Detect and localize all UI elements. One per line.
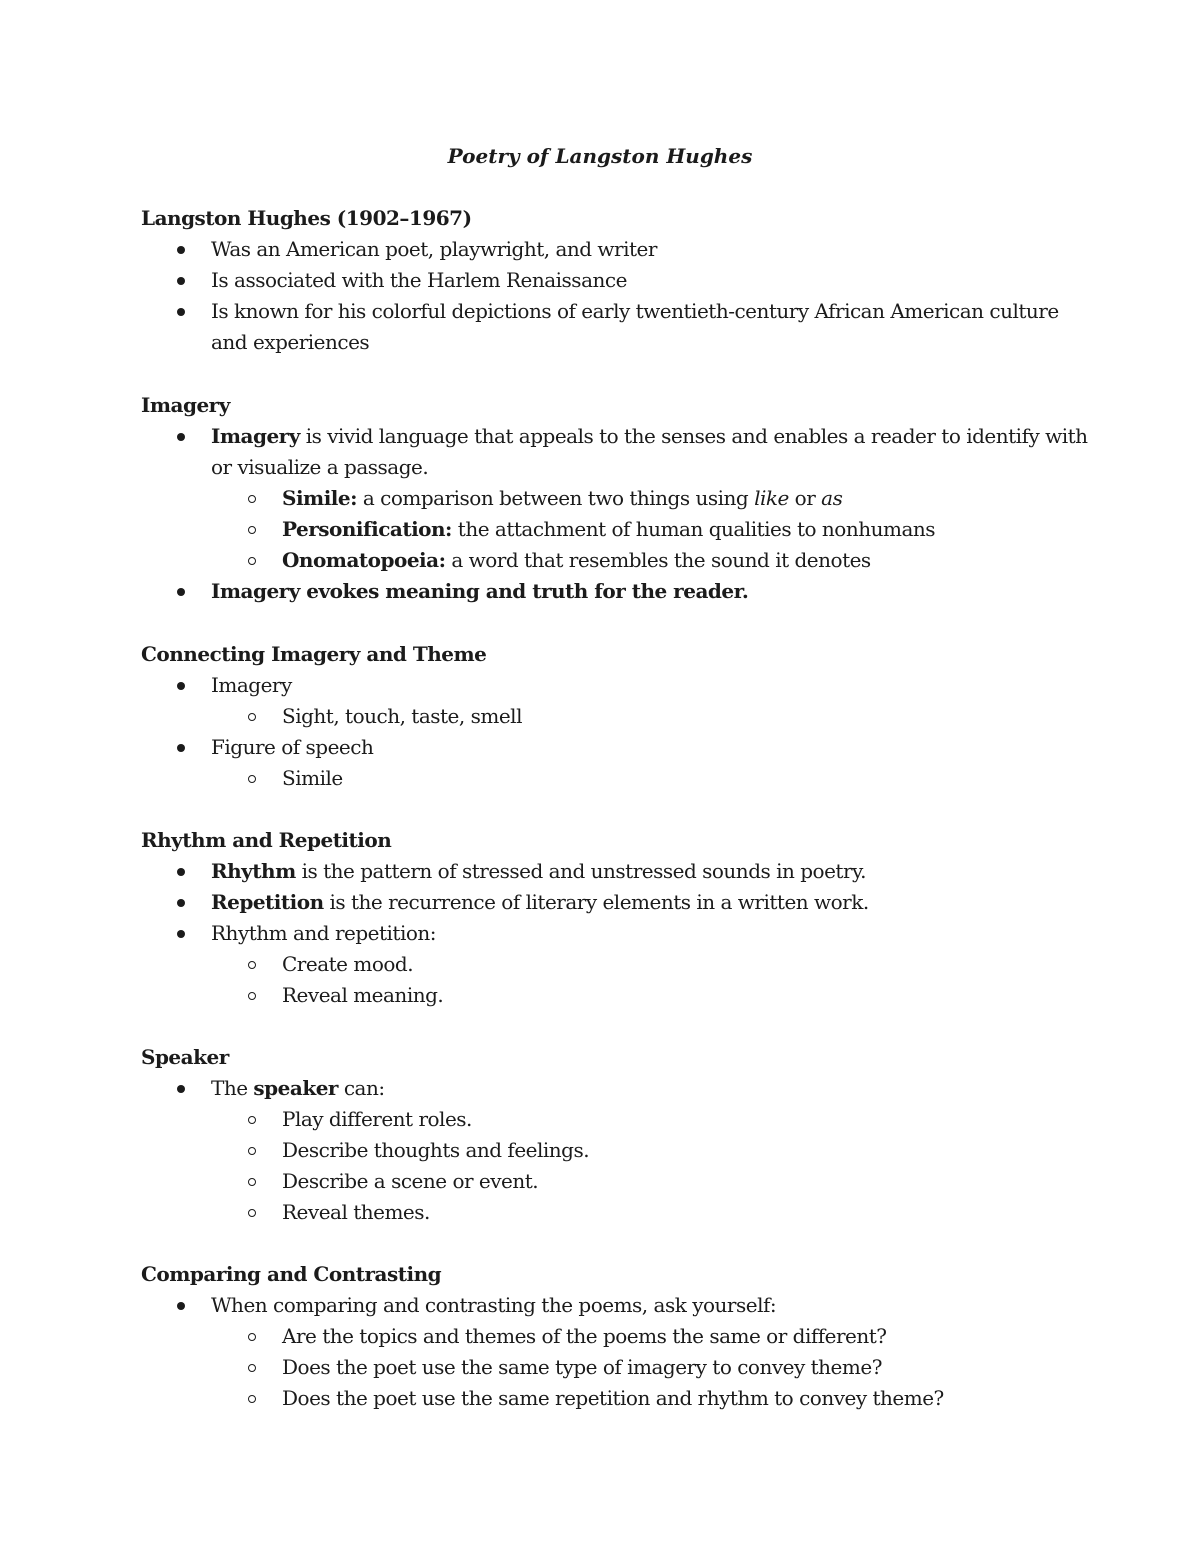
list-subitem: Personification: the attachment of human qualities to nonhumans — [282, 517, 936, 541]
list-item: When comparing and contrasting the poems, ask yourself: — [211, 1293, 777, 1317]
list-subitem: Describe thoughts and feelings. — [282, 1138, 590, 1162]
list-item: Repetition is the recurrence of literary elements in a written work. — [211, 890, 869, 914]
list-item: Figure of speech — [211, 735, 374, 759]
section-heading-imagery: Imagery — [141, 393, 230, 417]
list-subitem: Does the poet use the same type of imagery to convey theme? — [282, 1355, 882, 1379]
list-item-continuation: or visualize a passage. — [211, 455, 429, 479]
list-subitem: Onomatopoeia: a word that resembles the sound it denotes — [282, 548, 871, 572]
list-item: Is associated with the Harlem Renaissance — [211, 268, 627, 292]
section-heading-comparing: Comparing and Contrasting — [141, 1262, 442, 1286]
list-subitem: Play different roles. — [282, 1107, 472, 1131]
list-subitem: Simile: a comparison between two things using like or as — [282, 486, 843, 510]
list-subitem: Create mood. — [282, 952, 414, 976]
list-subitem: Are the topics and themes of the poems the same or different? — [282, 1324, 887, 1348]
list-item: Was an American poet, playwright, and writer — [211, 237, 657, 261]
list-subitem: Reveal meaning. — [282, 983, 444, 1007]
list-item: Rhythm and repetition: — [211, 921, 437, 945]
list-subitem: Simile — [282, 766, 343, 790]
list-item-continuation: and experiences — [211, 330, 370, 354]
list-subitem: Reveal themes. — [282, 1200, 430, 1224]
section-heading-rhythm: Rhythm and Repetition — [141, 828, 392, 852]
section-heading-hughes: Langston Hughes (1902–1967) — [141, 206, 472, 230]
list-item: Imagery evokes meaning and truth for the reader. — [211, 579, 749, 603]
list-item: Imagery — [211, 673, 292, 697]
list-item: Rhythm is the pattern of stressed and unstressed sounds in poetry. — [211, 859, 867, 883]
section-heading-speaker: Speaker — [141, 1045, 229, 1069]
list-subitem: Describe a scene or event. — [282, 1169, 539, 1193]
list-subitem: Sight, touch, taste, smell — [282, 704, 522, 728]
list-item: The speaker can: — [211, 1076, 385, 1100]
list-item: Imagery is vivid language that appeals to the senses and enables a reader to identify with — [211, 424, 1088, 448]
section-heading-connecting: Connecting Imagery and Theme — [141, 642, 487, 666]
page-title: Poetry of Langston Hughes — [447, 144, 753, 168]
list-item: Is known for his colorful depictions of early twentieth-century African American culture — [211, 299, 1059, 323]
list-subitem: Does the poet use the same repetition and rhythm to convey theme? — [282, 1386, 944, 1410]
